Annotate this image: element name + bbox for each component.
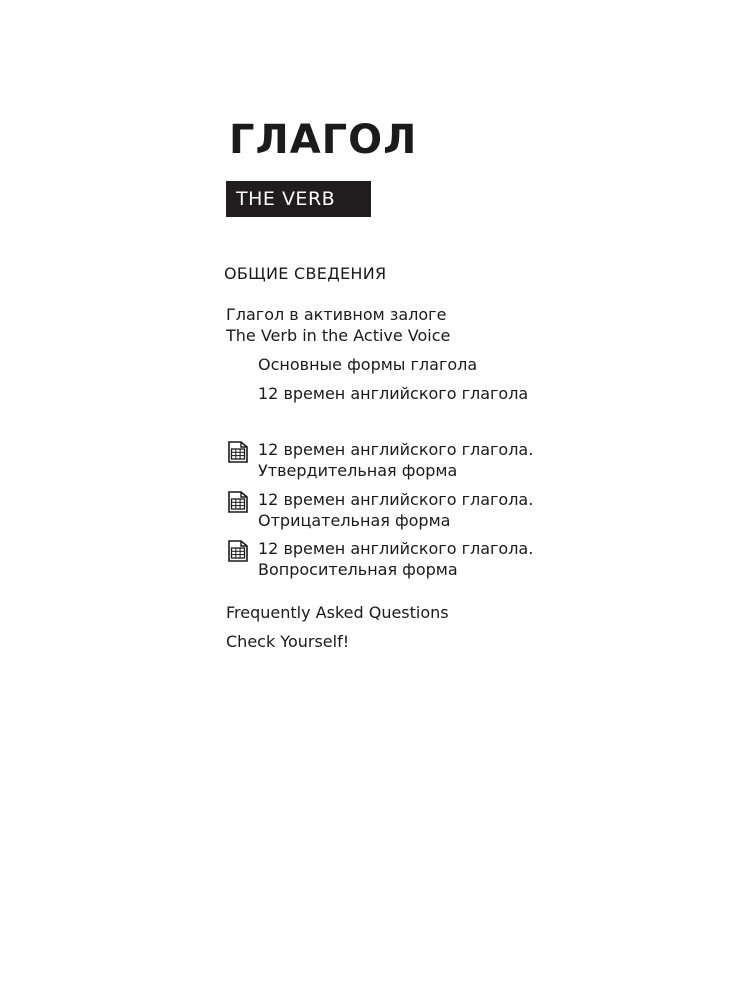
chapter-subtitle-bar <box>226 181 371 217</box>
toc-table-item-affirmative-line1[interactable]: 12 времен английского глагола. <box>258 440 534 459</box>
table-icon <box>227 491 249 513</box>
toc-table-item-interrogative-line1[interactable]: 12 времен английского глагола. <box>258 539 534 558</box>
toc-item-check-yourself[interactable]: Check Yourself! <box>226 632 350 651</box>
toc-subitem-12-tenses[interactable]: 12 времен английского глагола <box>258 384 529 403</box>
toc-subitem-basic-forms[interactable]: Основные формы глагола <box>258 355 478 374</box>
chapter-title: ГЛАГОЛ <box>229 117 418 163</box>
toc-item-active-voice-ru[interactable]: Глагол в активном залоге <box>226 305 447 324</box>
section-heading[interactable]: ОБЩИЕ СВЕДЕНИЯ <box>224 264 387 283</box>
table-icon <box>227 441 249 463</box>
toc-table-item-negative-line1[interactable]: 12 времен английского глагола. <box>258 490 534 509</box>
toc-table-item-affirmative-line2[interactable]: Утвердительная форма <box>258 461 458 480</box>
toc-table-item-interrogative-line2[interactable]: Вопросительная форма <box>258 560 458 579</box>
toc-item-active-voice-en[interactable]: The Verb in the Active Voice <box>226 326 451 345</box>
toc-table-item-negative-line2[interactable]: Отрицательная форма <box>258 511 451 530</box>
chapter-subtitle: THE VERB <box>236 188 336 210</box>
toc-item-faq[interactable]: Frequently Asked Questions <box>226 603 449 622</box>
table-icon <box>227 540 249 562</box>
